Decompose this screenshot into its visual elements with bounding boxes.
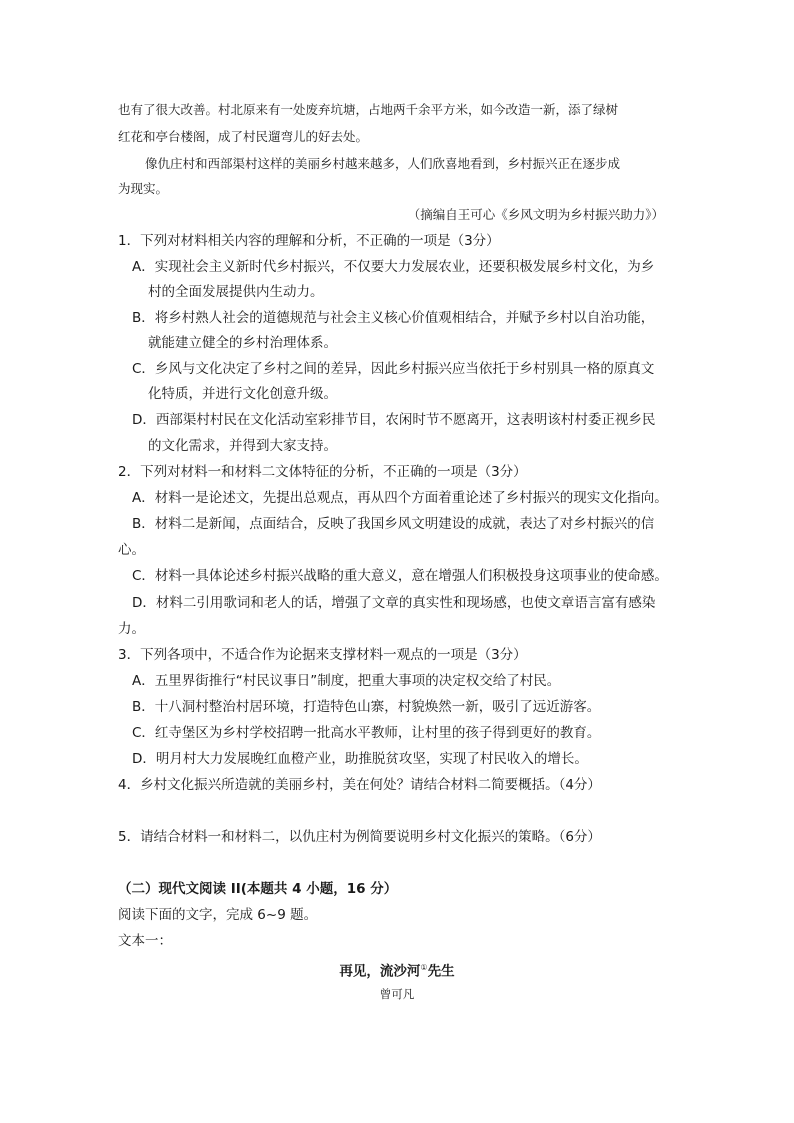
passage-line: 像仇庄村和西部渠村这样的美丽乡村越来越多，人们欣喜地看到，乡村振兴正在逐步成 bbox=[145, 156, 621, 171]
question-3-stem: 3．下列各项中，不适合作为论据来支撑材料一观点的一项是（3分） bbox=[118, 647, 527, 663]
q2-option-d: D．材料二引用歌词和老人的话，增强了文章的真实性和现场感，也使文章语言富有感染 bbox=[132, 595, 656, 611]
q1-option-c: C．乡风与文化决定了乡村之间的差异，因此乡村振兴应当依托于乡村别具一格的原真文 bbox=[132, 361, 655, 377]
question-2-stem: 2．下列对材料一和材料二文体特征的分析，不正确的一项是（3分） bbox=[118, 464, 527, 480]
q2-option-a: A．材料一是论述文，先提出总观点，再从四个方面着重论述了乡村振兴的现实文化指向。 bbox=[132, 490, 668, 506]
q1-option-c-cont: 化特质，并进行文化创意升级。 bbox=[148, 386, 337, 402]
q3-option-a: A．五里界街推行“村民议事日”制度，把重大事项的决定权交给了村民。 bbox=[132, 673, 561, 689]
passage-source: （摘编自王可心《乡风文明为乡村振兴助力》） bbox=[407, 207, 664, 222]
section-2-instruction: 阅读下面的文字，完成 6~9 题。 bbox=[118, 907, 318, 923]
section-2-heading: （二）现代文阅读 II(本题共 4 小题，16 分） bbox=[118, 881, 398, 897]
q3-option-c: C．红寺堡区为乡村学校招聘一批高水平教师，让村里的孩子得到更好的教育。 bbox=[132, 725, 601, 741]
passage-line: 也有了很大改善。村北原来有一处废弃坑塘，占地两千余平方米，如今改造一新，添了绿树 bbox=[118, 102, 619, 117]
passage-line: 红花和亭台楼阁，成了村民遛弯儿的好去处。 bbox=[118, 129, 369, 144]
article-title-tail: 先生 bbox=[427, 963, 455, 980]
q1-option-d: D．西部渠村村民在文化活动室彩排节目，农闲时节不愿离开，这表明该村村委正视乡民 bbox=[132, 412, 656, 428]
q1-option-b: B．将乡村熟人社会的道德规范与社会主义核心价值观相结合，并赋予乡村以自治功能， bbox=[132, 310, 655, 326]
q1-option-a-cont: 村的全面发展提供内生动力。 bbox=[148, 284, 324, 300]
passage-line: 为现实。 bbox=[118, 181, 169, 196]
question-4-stem: 4．乡村文化振兴所造就的美丽乡村，美在何处？请结合材料二简要概括。（4分） bbox=[118, 777, 601, 793]
q2-option-b: B．材料二是新闻，点面结合，反映了我国乡风文明建设的成就，表达了对乡村振兴的信 bbox=[132, 516, 655, 532]
article-title-main: 再见，流沙河 bbox=[339, 963, 421, 980]
q3-option-b: B．十八洞村整治村居环境，打造特色山寨，村貌焕然一新，吸引了远近游客。 bbox=[132, 699, 601, 715]
q2-option-c: C．材料一具体论述乡村振兴战略的重大意义，意在增强人们积极投身这项事业的使命感。 bbox=[132, 568, 668, 584]
q2-option-d-cont: 力。 bbox=[118, 621, 145, 637]
q3-option-d: D．明月村大力发展晚红血橙产业，助推脱贫攻坚，实现了村民收入的增长。 bbox=[132, 751, 588, 767]
q1-option-b-cont: 就能建立健全的乡村治理体系。 bbox=[148, 335, 337, 351]
q2-option-b-cont: 心。 bbox=[118, 542, 145, 558]
question-1-stem: 1．下列对材料相关内容的理解和分析，不正确的一项是（3分） bbox=[118, 233, 500, 249]
q1-option-d-cont: 的文化需求，并得到大家支持。 bbox=[148, 438, 337, 454]
footnote-marker: ① bbox=[420, 963, 428, 972]
q1-option-a: A．实现社会主义新时代乡村振兴，不仅要大力发展农业，还要积极发展乡村文化，为乡 bbox=[132, 259, 655, 275]
question-5-stem: 5．请结合材料一和材料二，以仇庄村为例简要说明乡村文化振兴的策略。（6分） bbox=[118, 829, 601, 845]
article-author: 曾可凡 bbox=[379, 987, 415, 1001]
article-title bbox=[0, 959, 794, 981]
text-1-label: 文本一： bbox=[118, 933, 172, 949]
